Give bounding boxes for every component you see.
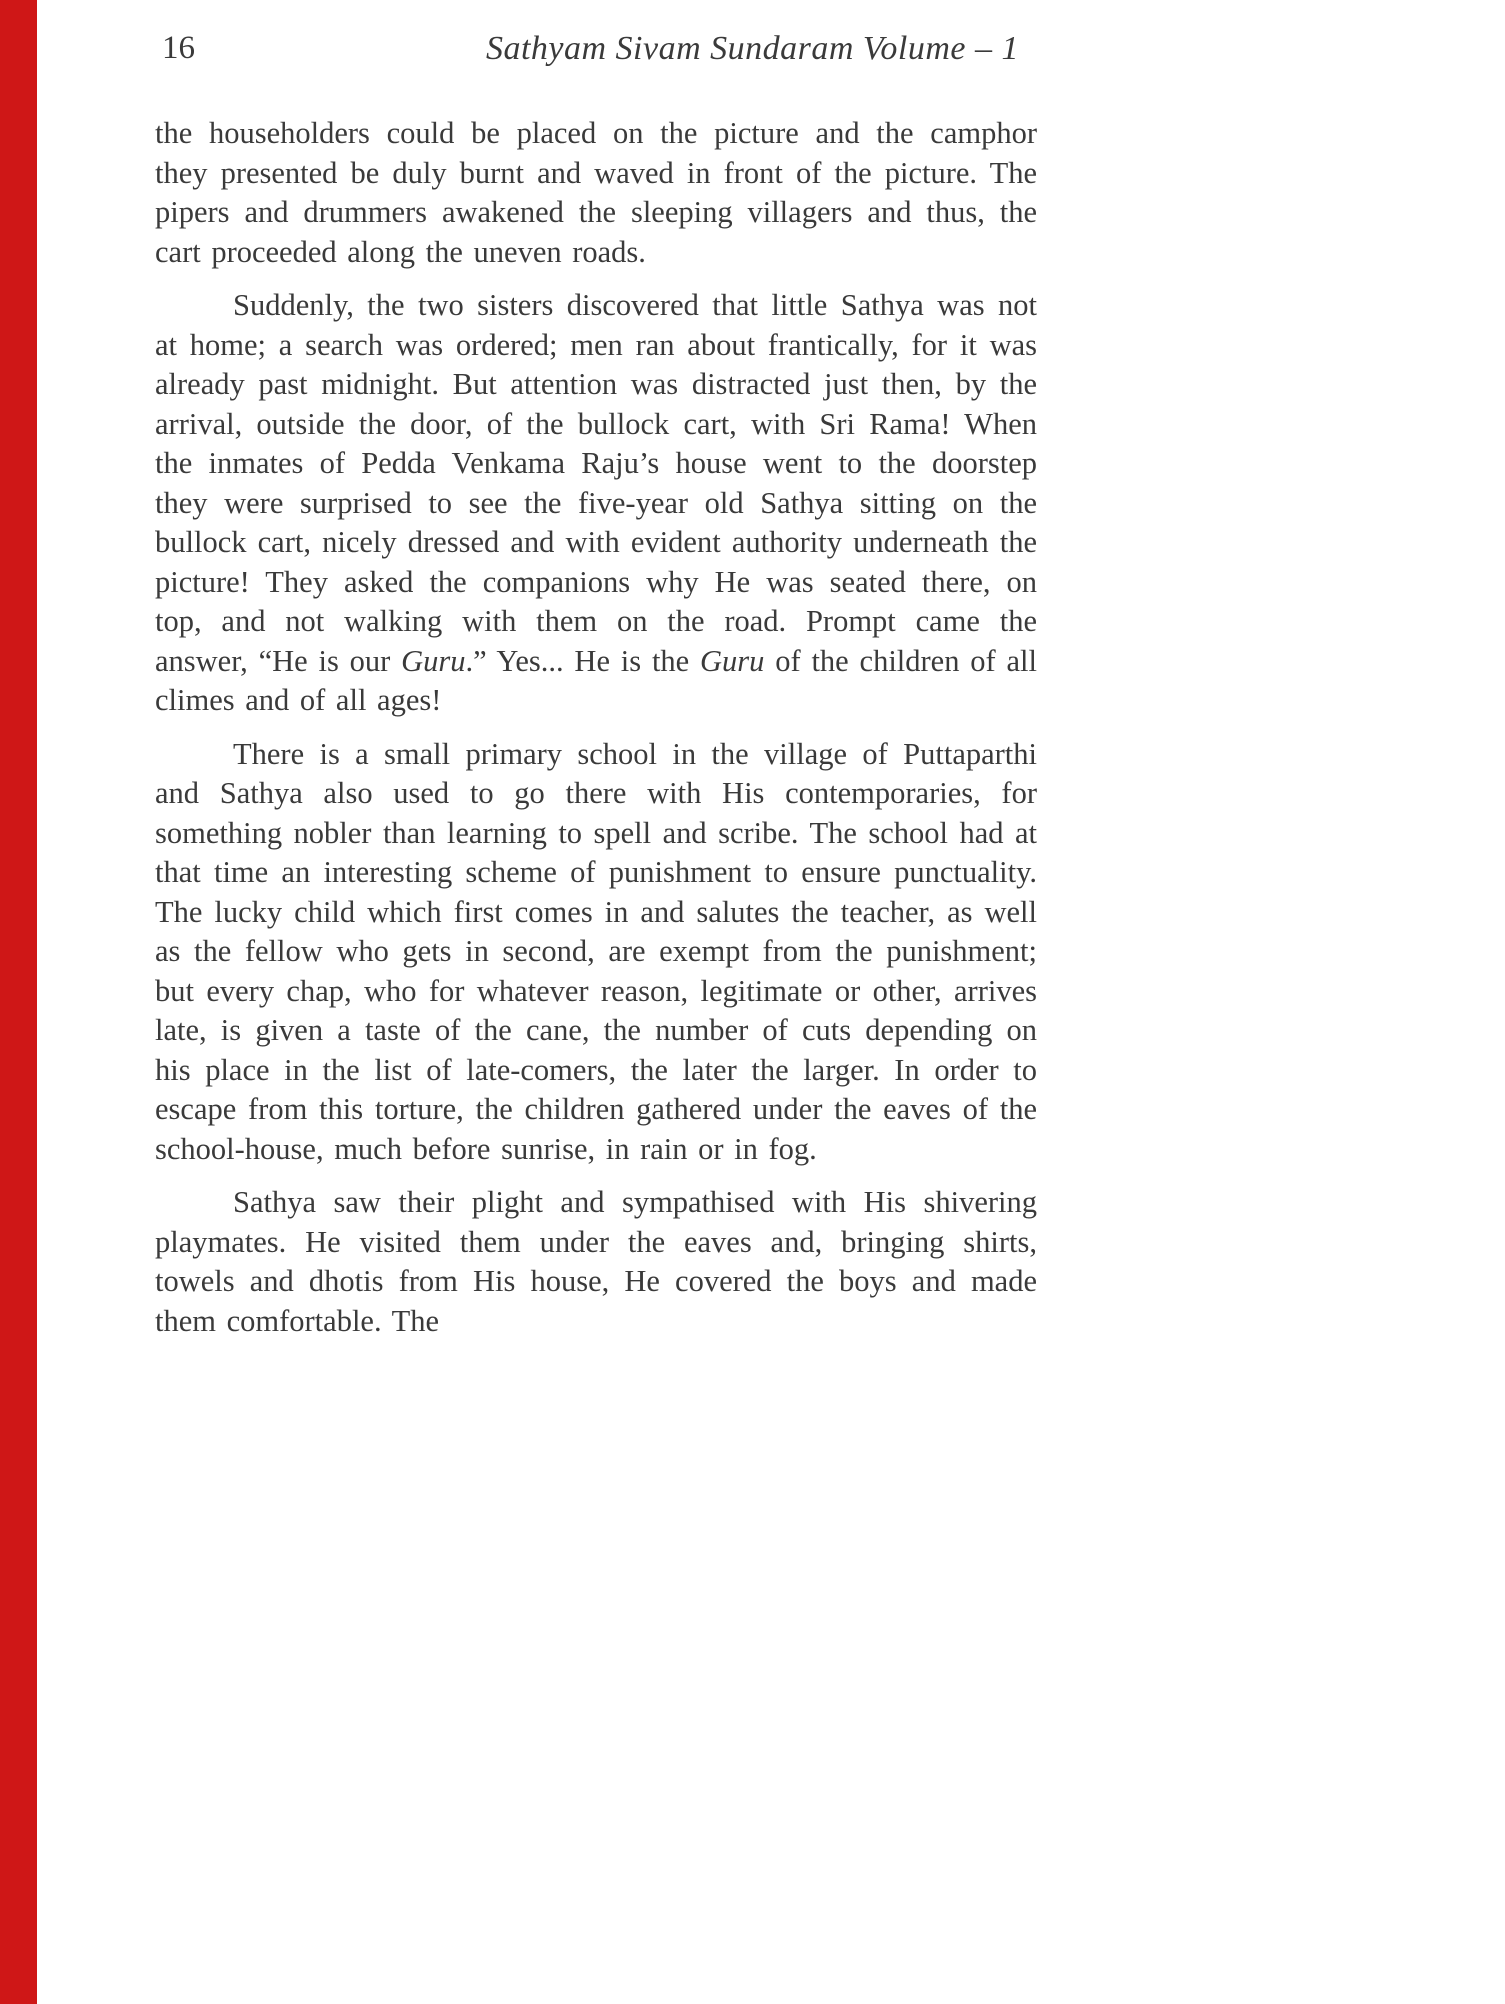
page-body <box>155 114 1037 1341</box>
paragraph <box>155 286 1037 721</box>
paragraph <box>155 114 1037 272</box>
italic-text-run: Guru <box>401 643 466 678</box>
text-run: There is a small primary school in the village of Puttaparthi and Sathya also used to go there with His contemporaries, for something nobler than learning to spell and scribe. The school had at that time an interesting scheme of punishment to ensure punctuality. The lucky child which first comes in and salutes the teacher, as well as the fellow who gets in second, are exempt from the punishment; but every chap, who for whatever reason, legitimate or other, arrives late, is given a taste of the cane, the number of cuts depending on his place in the list of late-comers, the later the larger. In order to escape from this torture, the children gathered under the eaves of the school-house, much before sunrise, in rain or in fog. <box>155 736 1037 1166</box>
text-run: Suddenly, the two sisters discovered that little Sathya was not at home; a search was ordered; men ran about frantically, for it was already past midnight. But attention was distracted just then, by the arrival, outside the door, of the bullock cart, with Sri Rama! When the inmates of Pedda Venkama Raju’s house went to the doorstep they were surprised to see the five-year old Sathya sitting on the bullock cart, nicely dressed and with evident authority underneath the picture! They asked the companions why He was seated there, on top, and not walking with them on the road. Prompt came the answer, “He is our <box>155 288 1037 678</box>
text-run: .” Yes... He is the <box>465 643 701 678</box>
paragraph <box>155 1183 1037 1341</box>
running-title: Sathyam Sivam Sundaram Volume – 1 <box>485 30 1020 67</box>
text-run: of the children of all climes and of all ages! <box>155 643 1037 717</box>
paragraph <box>155 735 1037 1170</box>
page-number: 16 <box>162 30 195 66</box>
text-run: Sathya saw their plight and sympathised with His shivering playmates. He visited them under the eaves and, bringing shirts, towels and dhotis from His house, He covered the boys and made them comfortable. The <box>155 1185 1037 1338</box>
page-header <box>0 30 1505 78</box>
text-run: the householders could be placed on the picture and the camphor they presented be duly burnt and waved in front of the picture. The pipers and drummers awakened the sleeping villagers and thus, the cart proceeded along the uneven roads. <box>155 116 1037 269</box>
italic-text-run: Guru <box>700 643 765 678</box>
